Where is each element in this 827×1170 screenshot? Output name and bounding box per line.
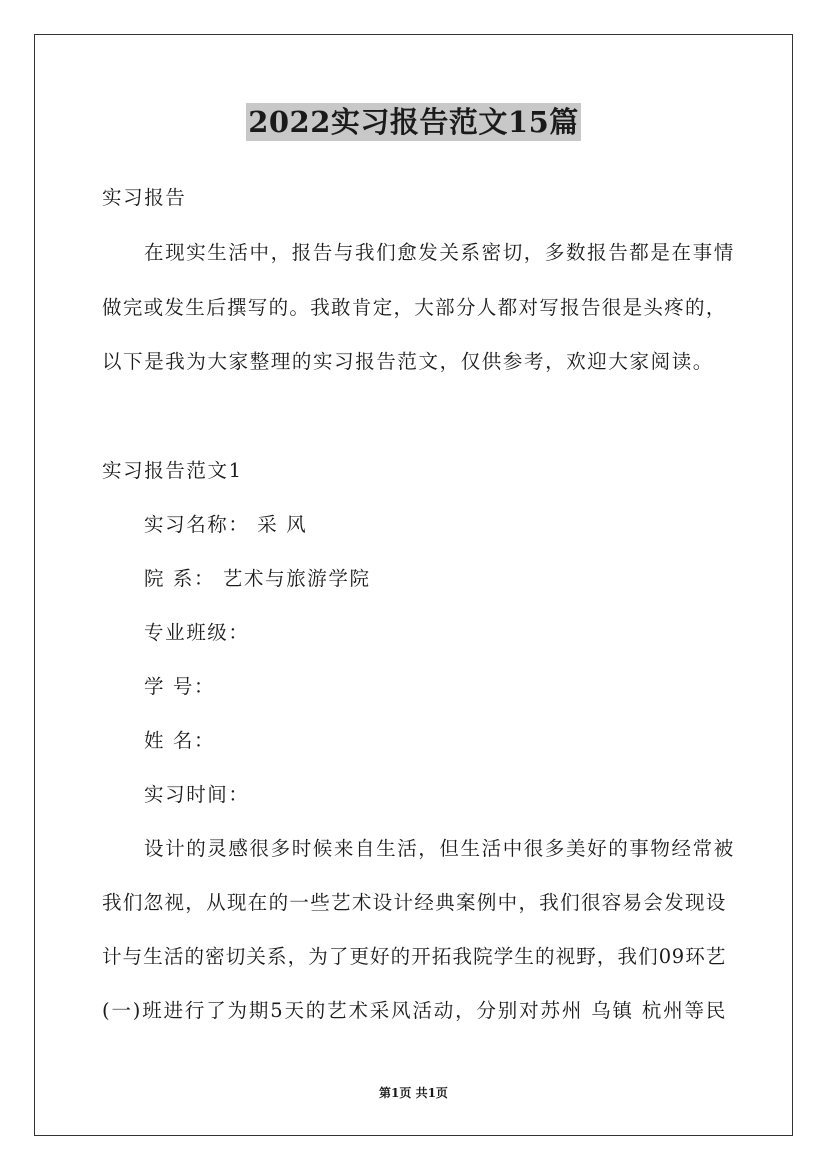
intro-line-1: 在现实生活中，报告与我们愈发关系密切，多数报告都是在事情	[144, 241, 735, 264]
field-time: 实习时间：	[144, 783, 250, 806]
intro-line-3: 以下是我为大家整理的实习报告范文，仅供参考，欢迎大家阅读。	[102, 350, 714, 373]
document-title	[0, 100, 827, 141]
page-footer: 第1页 共1页	[379, 1086, 448, 1100]
section-heading: 实习报告	[102, 186, 187, 209]
field-class: 专业班级：	[144, 621, 250, 644]
body-line-2: 我们忽视，从现在的一些艺术设计经典案例中，我们很容易会发现设	[102, 891, 726, 914]
field-name: 实习名称： 采 风	[144, 513, 308, 536]
intro-line-2: 做完或发生后撰写的。我敢肯定，大部分人都对写报告很是头疼的，	[102, 296, 726, 319]
body-line-4: (一)班进行了为期5天的艺术采风活动，分别对苏州 乌镇 杭州等民	[102, 999, 726, 1022]
body-line-1: 设计的灵感很多时候来自生活，但生活中很多美好的事物经常被	[144, 837, 735, 860]
field-person: 姓 名：	[144, 729, 216, 752]
sample-heading: 实习报告范文1	[102, 459, 243, 482]
body-line-3: 计与生活的密切关系，为了更好的开拓我院学生的视野，我们09环艺	[102, 945, 726, 968]
document-title-text: 2022实习报告范文15篇	[248, 105, 579, 139]
field-id: 学 号：	[144, 675, 216, 698]
field-dept: 院 系： 艺术与旅游学院	[144, 567, 371, 590]
